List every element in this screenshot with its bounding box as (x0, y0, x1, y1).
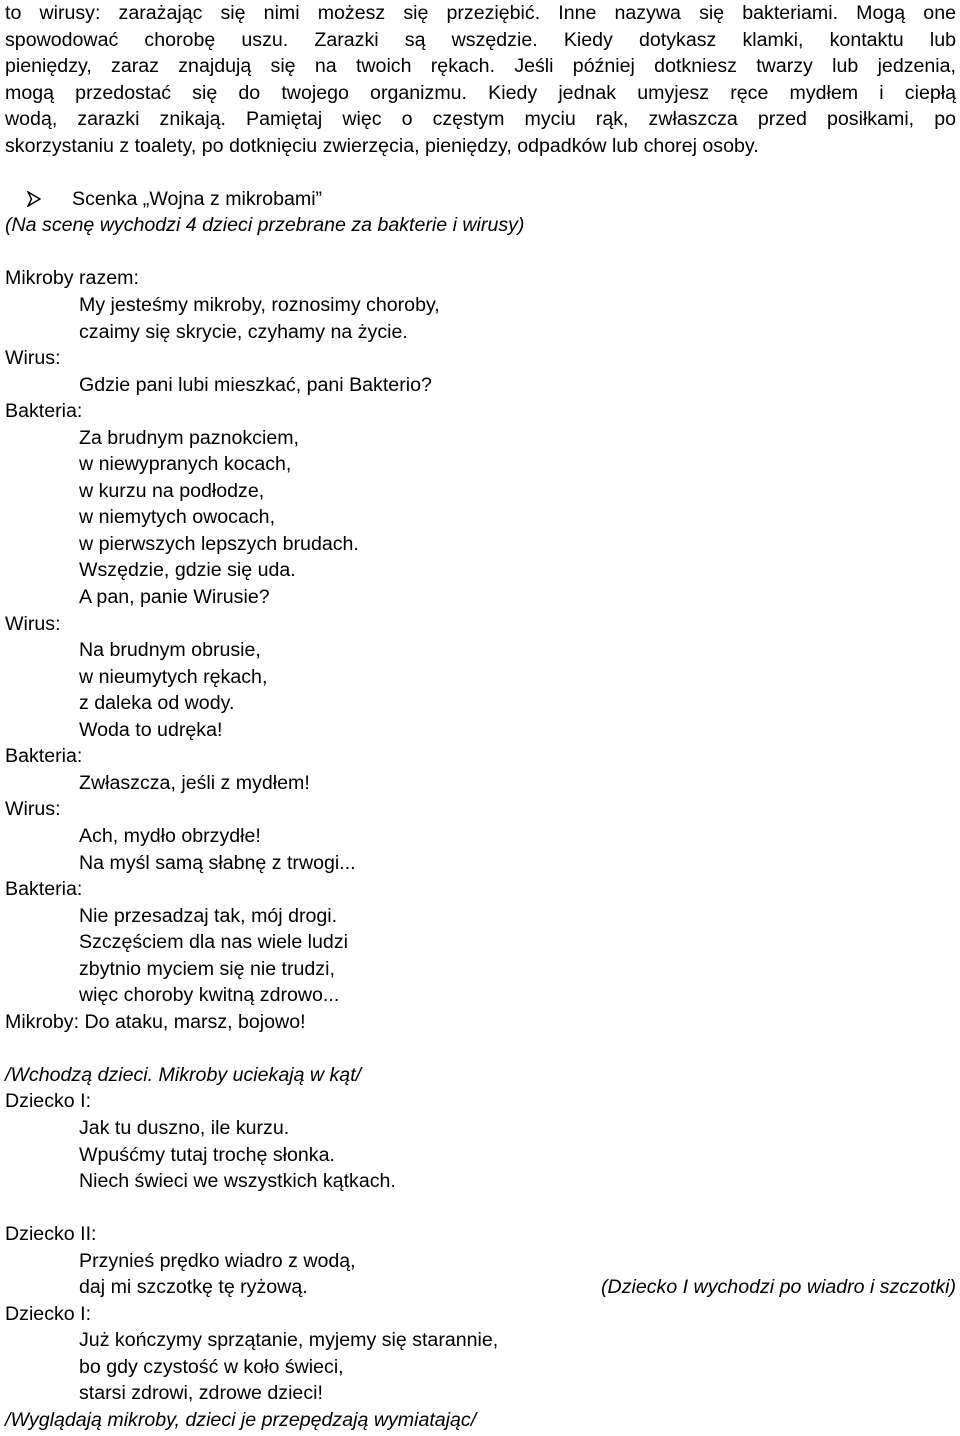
dialogue-line: Za brudnym paznokciem, (79, 426, 299, 449)
dialogue-line: Niech świeci we wszystkich kątkach. (79, 1170, 396, 1193)
speaker-label: Wirus: (5, 798, 61, 821)
paragraph-line: to wirusy: zarażając się nimi możesz się przeziębić. Inne nazywa się bakteriami. Mogą one (5, 2, 956, 24)
stage-direction: /Wchodzą dzieci. Mikroby uciekają w kąt/ (5, 1063, 362, 1086)
dialogue-line: w nieumytych rękach, (79, 665, 268, 688)
speaker-label: Mikroby razem: (5, 267, 139, 290)
dialogue-text: daj mi szczotkę tę ryżową. (79, 1276, 308, 1299)
dialogue-line: Ach, mydło obrzydłe! (79, 824, 261, 847)
stage-direction: /Wyglądają mikroby, dzieci je przepędzają wymiatając/ (5, 1408, 477, 1431)
dialogue-line: czaimy się skrycie, czyhamy na życie. (79, 320, 408, 343)
dialogue-line: Szczęściem dla nas wiele ludzi (79, 931, 348, 954)
stage-direction: (Na scenę wychodzi 4 dzieci przebrane za bakterie i wirusy) (5, 214, 525, 237)
dialogue-line: Zwłaszcza, jeśli z mydłem! (79, 771, 310, 794)
spacer (5, 239, 956, 266)
paragraph-line: mogą przedostać się do twojego organizmu. Kiedy jednak umyjesz ręce mydłem i ciepłą (5, 81, 956, 104)
script-dialogue (5, 265, 956, 1433)
dialogue-line: Już kończymy sprzątanie, myjemy się starannie, (79, 1329, 499, 1352)
document-page (5, 0, 956, 1434)
arrow-bullet-icon (27, 193, 72, 207)
paragraph-line: skorzystaniu z toalety, po dotknięciu zwierzęcia, pieniędzy, odpadków lub chorej osoby. (5, 134, 759, 157)
speaker-label: Bakteria: (5, 745, 83, 768)
dialogue-line: Na myśl samą słabnę z trwogi... (79, 851, 356, 874)
paragraph-line: wodą, zarazki znikają. Pamiętaj więc o częstym myciu rąk, zwłaszcza przed posiłkami, po (5, 108, 956, 131)
dialogue-line: Woda to udręka! (79, 718, 223, 741)
speaker-label: Wirus: (5, 612, 61, 635)
speaker-label: Dziecko I: (5, 1302, 92, 1325)
dialogue-line-with-direction (5, 1274, 956, 1301)
dialogue-line: Na brudnym obrusie, (79, 639, 261, 662)
dialogue-line: starsi zdrowi, zdrowe dzieci! (79, 1382, 323, 1405)
paragraph-line: spowodować chorobę uszu. Zarazki są wszędzie. Kiedy dotykasz klamki, kontaktu lub (5, 28, 956, 51)
dialogue-line: w pierwszych lepszych brudach. (79, 532, 359, 555)
dialogue-line: My jesteśmy mikroby, roznosimy choroby, (79, 294, 440, 317)
dialogue-line: zbytnio myciem się nie trudzi, (79, 957, 335, 980)
scene-heading (5, 186, 956, 213)
intro-paragraph (5, 0, 956, 159)
dialogue-line: A pan, panie Wirusie? (79, 586, 270, 609)
dialogue-line: Wszędzie, gdzie się uda. (79, 559, 296, 582)
speaker-label: Dziecko I: (5, 1090, 92, 1113)
dialogue-line: bo gdy czystość w koło świeci, (79, 1355, 344, 1378)
dialogue-line: Wpuśćmy tutaj trochę słonka. (79, 1143, 335, 1166)
speaker-label: Dziecko II: (5, 1223, 97, 1246)
dialogue-line: w niemytych owocach, (79, 506, 276, 529)
dialogue-line: Mikroby: Do ataku, marsz, bojowo! (5, 1010, 306, 1033)
spacer (5, 1035, 956, 1062)
scene-title: Scenka „Wojna z mikrobami” (72, 187, 323, 210)
dialogue-line: w niewypranych kocach, (79, 453, 292, 476)
dialogue-line: więc choroby kwitną zdrowo... (79, 984, 340, 1007)
dialogue-line: Przynieś prędko wiadro z wodą, (79, 1249, 356, 1272)
paragraph-line: pieniędzy, zaraz znajdują się na twoich rękach. Jeśli później dotkniesz twarzy lub jedzenia, (5, 55, 956, 78)
dialogue-line: w kurzu na podłodze, (79, 479, 265, 502)
spacer (5, 159, 956, 186)
speaker-label: Bakteria: (5, 878, 83, 901)
dialogue-line: z daleka od wody. (79, 692, 235, 715)
stage-direction: (Dziecko I wychodzi po wiadro i szczotki) (601, 1276, 956, 1299)
spacer (5, 1195, 956, 1222)
speaker-label: Bakteria: (5, 400, 83, 423)
dialogue-line: Nie przesadzaj tak, mój drogi. (79, 904, 338, 927)
dialogue-line: Jak tu duszno, ile kurzu. (79, 1116, 290, 1139)
dialogue-line: Gdzie pani lubi mieszkać, pani Bakterio? (79, 373, 432, 396)
speaker-label: Wirus: (5, 347, 61, 370)
